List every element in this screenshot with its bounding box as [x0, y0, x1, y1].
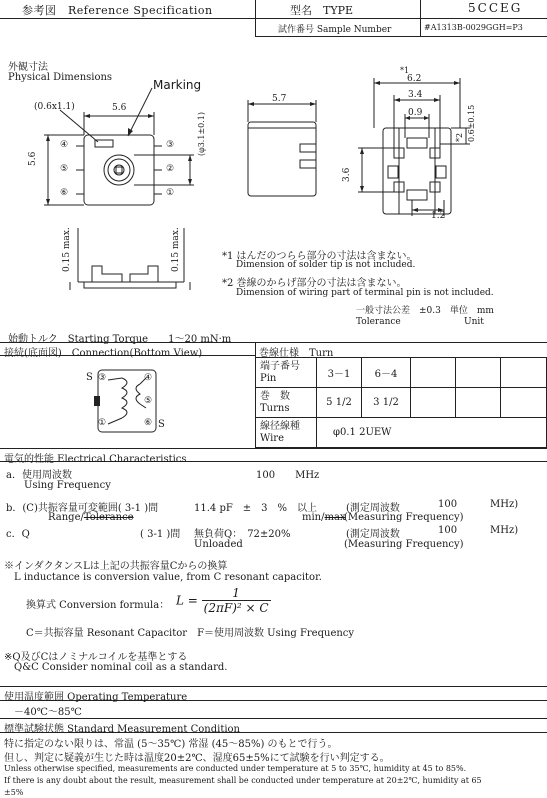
pin-b: 6－4: [362, 358, 411, 388]
pin-label-2: ②: [166, 164, 175, 174]
conn-pin-1: ①: [98, 418, 107, 428]
note1-jp: *1 はんだのつらら部分の寸法は含まない。: [222, 251, 417, 262]
cap-measuring-freq: (Measuring Frequency): [344, 512, 464, 523]
sample-label: 試作番号 Sample Number: [278, 25, 392, 35]
freq-label-en: Using Frequency: [24, 480, 111, 491]
qc-note-en: Q&C Consider nominal coil as a standard.: [14, 662, 228, 673]
conversion-formula: L = $\frac{1}{\text{(2πF)² × C}}$: [176, 586, 269, 615]
dim-34: 3.4: [408, 90, 423, 100]
note1-en: Dimension of solder tip is not included.: [236, 260, 416, 270]
pin-header: 端子番号 Pin: [256, 358, 317, 388]
cap-unit: MHz): [490, 499, 519, 510]
dim-56-side: 5.6: [28, 151, 38, 166]
conversion-legend: C＝共振容量 Resonant Capacitor F＝使用周波数 Using Frequency: [26, 628, 355, 639]
connection-title: 接続(底面図) Connection(Bottom View): [4, 348, 203, 359]
turn-title: 巻線仕様 Turn: [259, 348, 334, 359]
conn-pin-5: ⑤: [144, 396, 153, 406]
q-unloaded: Unloaded: [194, 539, 243, 550]
unit-en: Unit: [464, 317, 484, 327]
dim-06015: 0.6±0.15: [467, 104, 476, 142]
dim-star1: *1: [400, 66, 410, 75]
pin-label-5: ⑤: [60, 164, 69, 174]
dim-09: 0.9: [408, 108, 423, 118]
q-cond: (測定周波数: [346, 529, 400, 540]
standard-line5: ±5%: [4, 788, 24, 797]
q-pins: ( 3-1 )間: [140, 529, 181, 540]
dim-57: 5.7: [272, 94, 287, 104]
q-measuring-freq: (Measuring Frequency): [344, 539, 464, 550]
shield-s-top: S: [86, 372, 93, 383]
starting-torque: 始動トルク Starting Torque 1～20 mN·m: [8, 334, 232, 345]
standard-line4: If there is any doubt about the result, measurement shall be conducted under temperature at 20±2℃, humidity at 65: [4, 776, 482, 785]
cap-min-max: min/max: [302, 512, 346, 523]
dim-62: 6.2: [407, 74, 422, 84]
pin-label-1: ①: [166, 188, 175, 198]
note2-jp: *2 巻線のからげ部分の寸法は含まない。: [222, 278, 407, 289]
standard-line1: 特に指定のない限りは、常温 (5～35℃) 常湿 (45～85%) のもとで行う。: [4, 739, 338, 750]
note2-en: Dimension of wiring part of terminal pin is not included.: [236, 288, 494, 298]
wire-header: 線径線種 Wire: [256, 418, 317, 448]
qc-note-jp: ※Q及びCはノミナルコイルを基準とする: [4, 652, 188, 663]
dim-star2: *2: [455, 132, 464, 142]
pin-label-4: ④: [60, 140, 69, 150]
cap-cond: (測定周波数: [346, 503, 400, 514]
standard-line2: 但し、判定に疑義が生じた時は温度20±2℃、湿度65±5%にて試験を行い判定する。: [4, 753, 390, 764]
tolerance-jp: 一般寸法公差 ±0.3 単位 mm: [356, 306, 494, 316]
turns-header: 巻 数 Turns: [256, 388, 317, 418]
freq-value: 100 MHz: [256, 470, 320, 481]
standard-line3: Unless otherwise specified, measurements are conducted under temperature at 5 to 35℃, humidity at 45 to 85%.: [4, 764, 467, 773]
pin-label-6: ⑥: [60, 188, 69, 198]
dim-36: 3.6: [342, 167, 352, 182]
dimensions-title-jp: 外観寸法: [8, 62, 48, 73]
dim-015max-left: 0.15 max.: [62, 227, 72, 272]
standard-title: 標準試験状態 Standard Measurement Condition: [4, 724, 240, 735]
wire-value: φ0.1 2UEW: [317, 418, 547, 448]
shield-s-bottom: S: [158, 419, 165, 430]
q-label: c．Q: [6, 529, 30, 540]
type-value: 5CCEG: [468, 1, 523, 15]
q-value: 無負荷Q： 72±20%: [194, 529, 291, 540]
q-freq: 100: [438, 525, 458, 536]
dim-06x11: (0.6x1.1): [34, 102, 75, 112]
cap-range-value: 11.4 pF ± 3 % 以上: [194, 503, 318, 514]
marking-label: Marking: [153, 78, 202, 92]
temperature-value: －40℃～85℃: [14, 707, 82, 718]
dim-015max-right: 0.15 max.: [171, 227, 181, 272]
conversion-note-jp: ※インダクタンスLは上記の共振容量Cからの換算: [4, 561, 228, 572]
reference-title: 参考図 Reference Specification: [22, 4, 213, 17]
conn-pin-6: ⑥: [144, 418, 153, 428]
turn-table: [255, 357, 547, 448]
conn-pin-4: ④: [144, 373, 153, 383]
conversion-note-en: L inductance is conversion value, from C resonant capacitor.: [14, 572, 322, 583]
turns-a: 5 1/2: [317, 388, 362, 418]
cap-freq: 100: [438, 499, 458, 510]
temperature-title: 使用温度範囲 Operating Temperature: [4, 692, 188, 703]
pin-a: 3－1: [317, 358, 362, 388]
dim-56-top: 5.6: [112, 103, 127, 113]
cap-range-label: b．(C)共振容量可変範囲( 3-1 )間: [6, 503, 159, 514]
sample-value: #A1313B-0029GGH=P3: [424, 23, 523, 32]
dimensions-title-en: Physical Dimensions: [8, 72, 113, 83]
freq-label: a．使用周波数: [6, 470, 72, 481]
pin-label-3: ③: [166, 140, 175, 150]
electrical-title: 電気的性能 Electrical Characteristics: [4, 454, 187, 465]
dim-31: (φ3.1±0.1): [197, 112, 206, 156]
side-view: [248, 100, 316, 196]
tolerance-en: Tolerance: [356, 317, 401, 327]
turns-b: 3 1/2: [362, 388, 411, 418]
dim-12: 1.2: [431, 211, 446, 221]
cap-range-sub: Range/Tolerance: [48, 512, 134, 523]
q-unit: MHz): [490, 525, 519, 536]
conversion-formula-label: 換算式 Conversion formula：: [26, 600, 170, 611]
conn-pin-3: ③: [98, 373, 107, 383]
type-label: 型名 TYPE: [290, 4, 354, 17]
